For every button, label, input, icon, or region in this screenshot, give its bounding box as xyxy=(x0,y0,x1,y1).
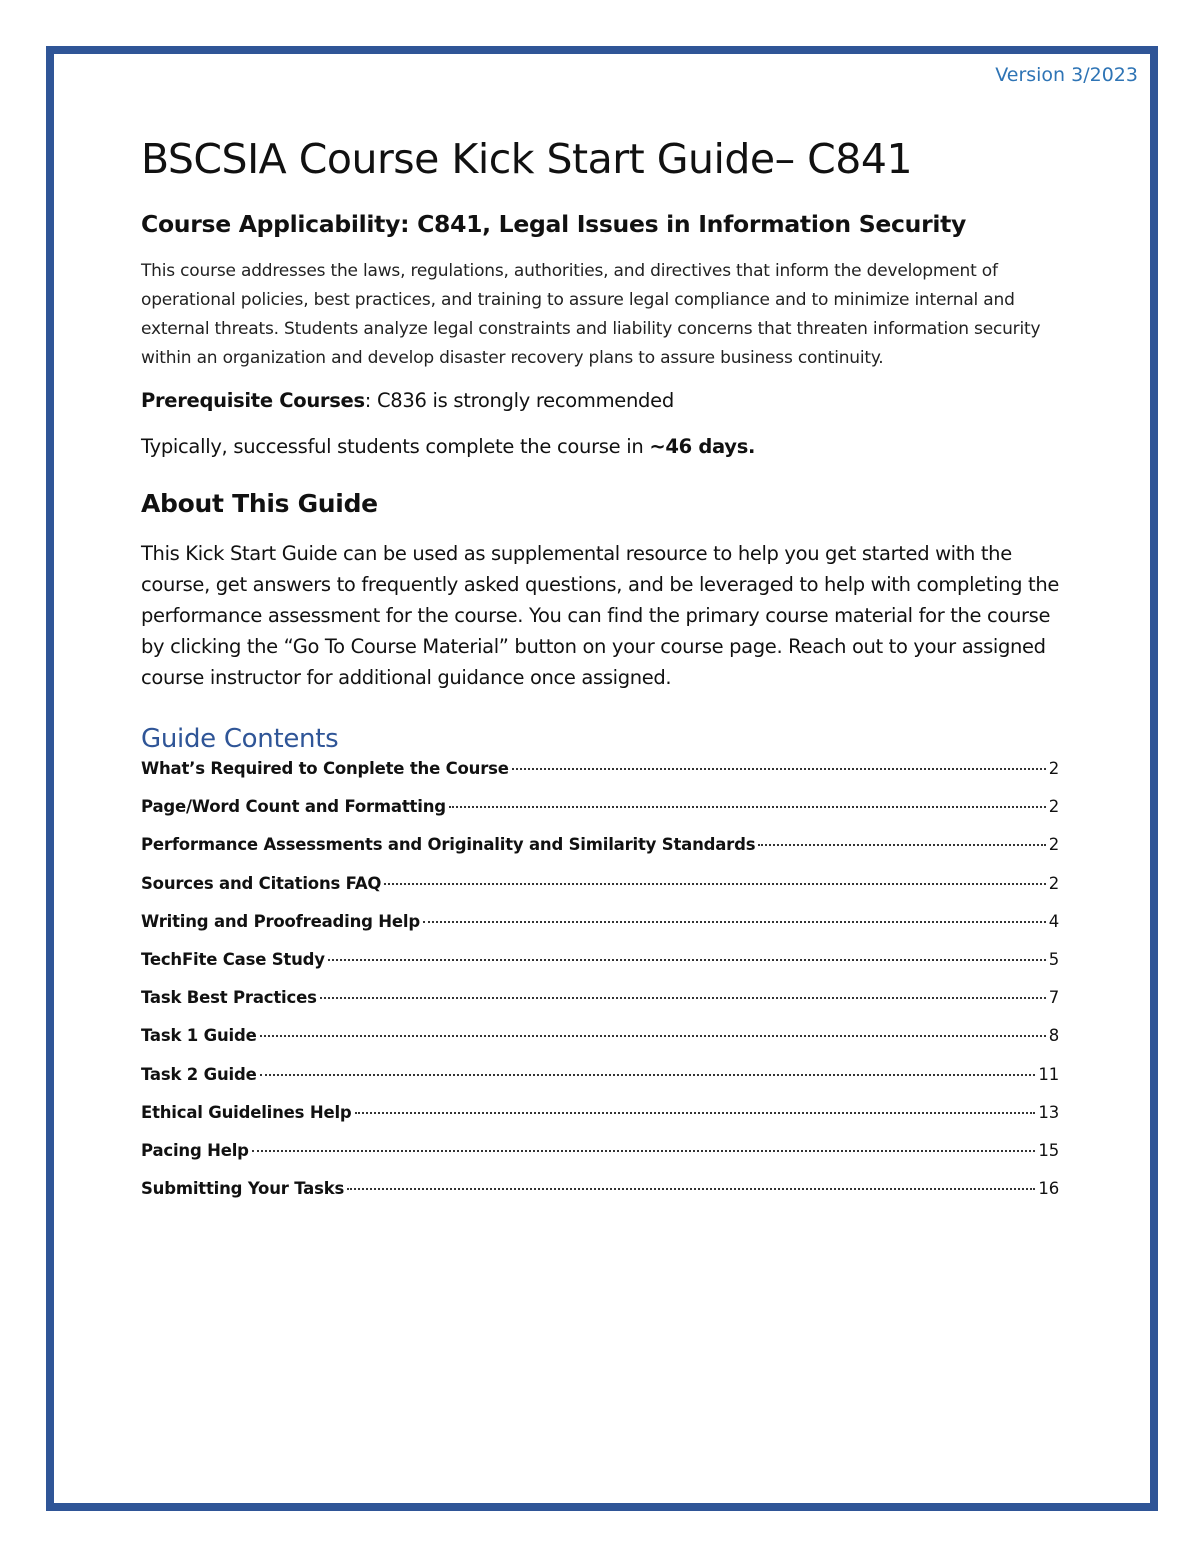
toc-entry-page: 2 xyxy=(1048,873,1059,893)
document-body xyxy=(141,128,1059,1217)
toc-entry-title: Sources and Citations FAQ xyxy=(141,873,382,893)
toc-entry-title: Pacing Help xyxy=(141,1140,249,1160)
toc-entry-title: What’s Required to Conplete the Course xyxy=(141,759,509,778)
toc-entry-title: Performance Assessments and Originality and Similarity Standards xyxy=(141,835,756,855)
toc-entry-title: Submitting Your Tasks xyxy=(141,1179,345,1199)
toc-entry[interactable] xyxy=(141,1065,1059,1103)
course-description: This course addresses the laws, regulations, authorities, and directives that inform the development of operational policies, best practices, and training to assure legal compliance and to minimize internal and external threats. Students analyze legal constraints and liability concerns that threaten information security within an organization and develop disaster recovery plans to assure business continuity. xyxy=(141,261,1041,368)
toc-entry-page: 4 xyxy=(1048,911,1059,931)
toc-entry-title: Task 1 Guide xyxy=(141,1026,257,1046)
toc-entry-page: 2 xyxy=(1048,835,1059,855)
table-of-contents xyxy=(141,759,1059,1217)
typical-duration-prefix: Typically, successful students complete the course in xyxy=(141,435,650,458)
toc-dot-leader xyxy=(260,1074,1036,1076)
toc-dot-leader xyxy=(252,1150,1036,1152)
guide-contents-heading: Guide Contents xyxy=(141,724,339,754)
about-heading: About This Guide xyxy=(141,489,378,518)
toc-entry[interactable] xyxy=(141,950,1059,988)
toc-entry-page: 8 xyxy=(1048,1026,1059,1046)
toc-entry[interactable] xyxy=(141,1179,1059,1217)
toc-entry-page: 5 xyxy=(1048,949,1059,969)
toc-entry-page: 7 xyxy=(1048,988,1059,1008)
toc-entry-title: Task 2 Guide xyxy=(141,1064,257,1084)
typical-duration-line xyxy=(141,432,1059,462)
course-applicability-heading: Course Applicability: C841, Legal Issues in Information Security xyxy=(141,210,967,238)
document-title: BSCSIA Course Kick Start Guide– C841 xyxy=(141,135,913,183)
toc-dot-leader xyxy=(384,883,1045,885)
toc-entry[interactable] xyxy=(141,759,1059,797)
toc-entry[interactable] xyxy=(141,797,1059,835)
prerequisite-line xyxy=(141,386,1059,416)
toc-entry[interactable] xyxy=(141,1141,1059,1179)
toc-dot-leader xyxy=(328,959,1046,961)
toc-entry-title: Page/Word Count and Formatting xyxy=(141,797,446,817)
prerequisite-label: Prerequisite Courses xyxy=(141,389,365,412)
toc-dot-leader xyxy=(260,1035,1046,1037)
toc-entry[interactable] xyxy=(141,1026,1059,1064)
toc-entry-title: Task Best Practices xyxy=(141,988,317,1008)
toc-entry[interactable] xyxy=(141,988,1059,1026)
toc-entry-title: Writing and Proofreading Help xyxy=(141,911,420,931)
toc-entry-page: 16 xyxy=(1038,1179,1059,1199)
prerequisite-value: : C836 is strongly recommended xyxy=(364,389,674,412)
toc-entry[interactable] xyxy=(141,912,1059,950)
toc-dot-leader xyxy=(320,997,1046,999)
toc-entry-title: TechFite Case Study xyxy=(141,949,325,969)
toc-dot-leader xyxy=(347,1188,1035,1190)
toc-entry[interactable] xyxy=(141,874,1059,912)
toc-entry-title: Ethical Guidelines Help xyxy=(141,1102,352,1122)
toc-dot-leader xyxy=(355,1112,1036,1114)
toc-dot-leader xyxy=(423,921,1046,923)
toc-entry-page: 2 xyxy=(1048,797,1059,817)
version-label: Version 3/2023 xyxy=(995,64,1138,86)
toc-entry-page: 15 xyxy=(1038,1140,1059,1160)
about-text: This Kick Start Guide can be used as supplemental resource to help you get started with the course, get answers to frequently asked questions, and be leveraged to help with completing the performance assessment for the course. You can find the primary course material for the course by clicking the “Go To Course Material” button on your course page. Reach out to your assigned course instructor for additional guidance once assigned. xyxy=(141,542,1060,689)
typical-duration-days: ~46 days. xyxy=(649,435,756,458)
toc-dot-leader xyxy=(449,806,1046,808)
toc-entry[interactable] xyxy=(141,835,1059,873)
toc-entry[interactable] xyxy=(141,1103,1059,1141)
toc-entry-page: 11 xyxy=(1038,1064,1059,1084)
toc-dot-leader xyxy=(512,768,1046,770)
toc-dot-leader xyxy=(758,844,1045,846)
toc-entry-page: 13 xyxy=(1038,1102,1059,1122)
toc-entry-page: 2 xyxy=(1048,759,1059,778)
